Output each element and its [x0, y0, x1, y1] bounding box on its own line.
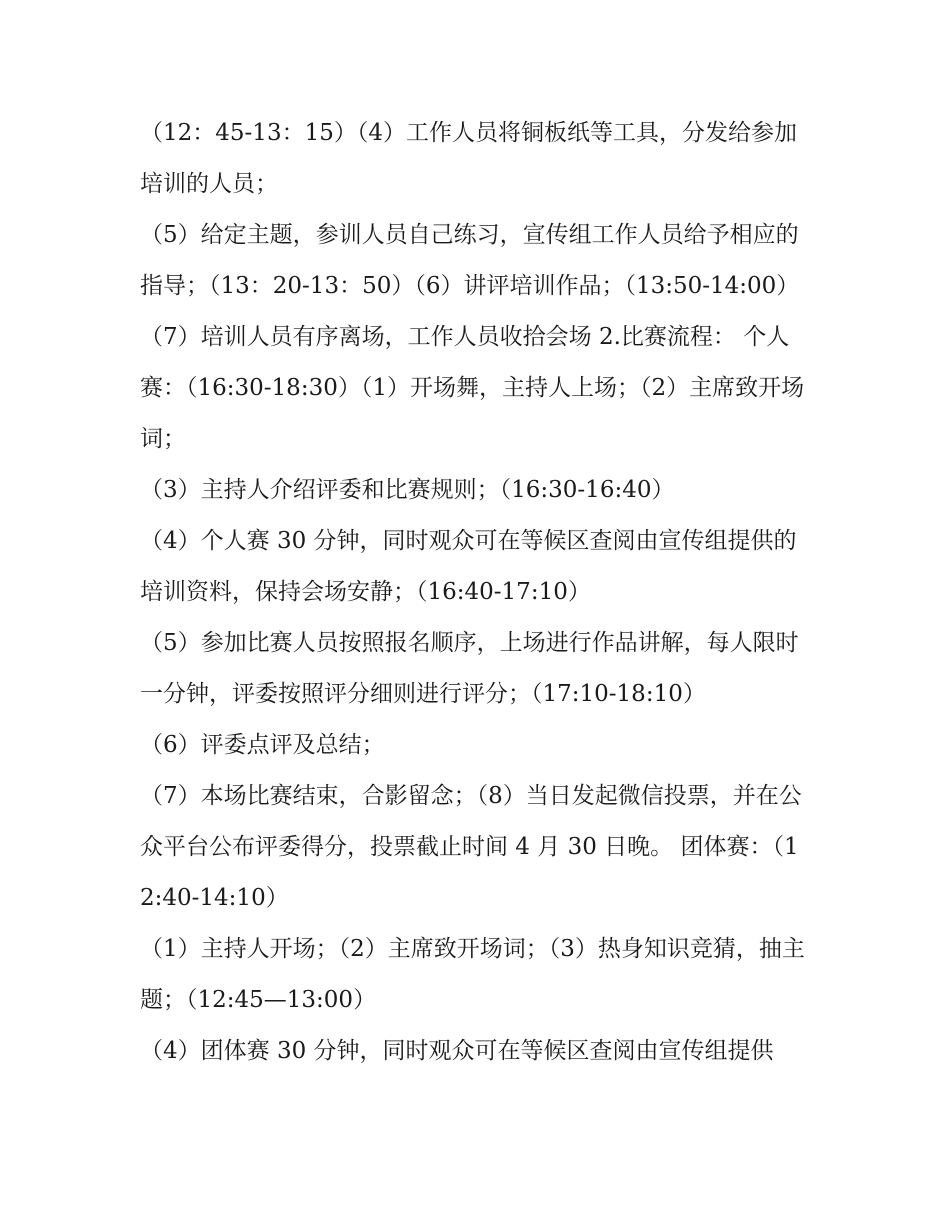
- paragraph: （4）个人赛 30 分钟，同时观众可在等候区查阅由宣传组提供的培训资料，保持会场安静；（16:40-17:10）: [140, 528, 797, 605]
- paragraph: （4）团体赛 30 分钟，同时观众可在等候区查阅由宣传组提供: [140, 1038, 774, 1064]
- paragraph: （6）评委点评及总结；: [140, 732, 385, 758]
- paragraph: （7）本场比赛结束，合影留念；（8）当日发起微信投票，并在公众平台公布评委得分，投票截止时间 4 月 30 日晚。 团体赛：（12:40-14:10）: [140, 783, 802, 911]
- paragraph: （3）主持人介绍评委和比赛规则；（16:30-16:40）: [140, 477, 675, 503]
- paragraph: （5）参加比赛人员按照报名顺序，上场进行作品讲解，每人限时一分钟，评委按照评分细则进行评分；（17:10-18:10）: [140, 630, 799, 707]
- paragraph: （7）培训人员有序离场，工作人员收拾会场 2.比赛流程： 个人赛：（16:30-18:30）（1）开场舞，主持人上场；（2）主席致开场词；: [140, 324, 805, 452]
- paragraph: （5）给定主题，参训人员自己练习，宣传组工作人员给予相应的指导；（13：20-13：50）（6）讲评培训作品；（13:50-14:00）: [140, 222, 800, 299]
- document-body: [140, 108, 810, 1077]
- paragraph: （1）主持人开场；（2）主席致开场词；（3）热身知识竞猜，抽主题；（12:45—13:00）: [140, 936, 805, 1013]
- paragraph: （12：45-13：15）（4）工作人员将铜板纸等工具，分发给参加培训的人员；: [140, 120, 797, 197]
